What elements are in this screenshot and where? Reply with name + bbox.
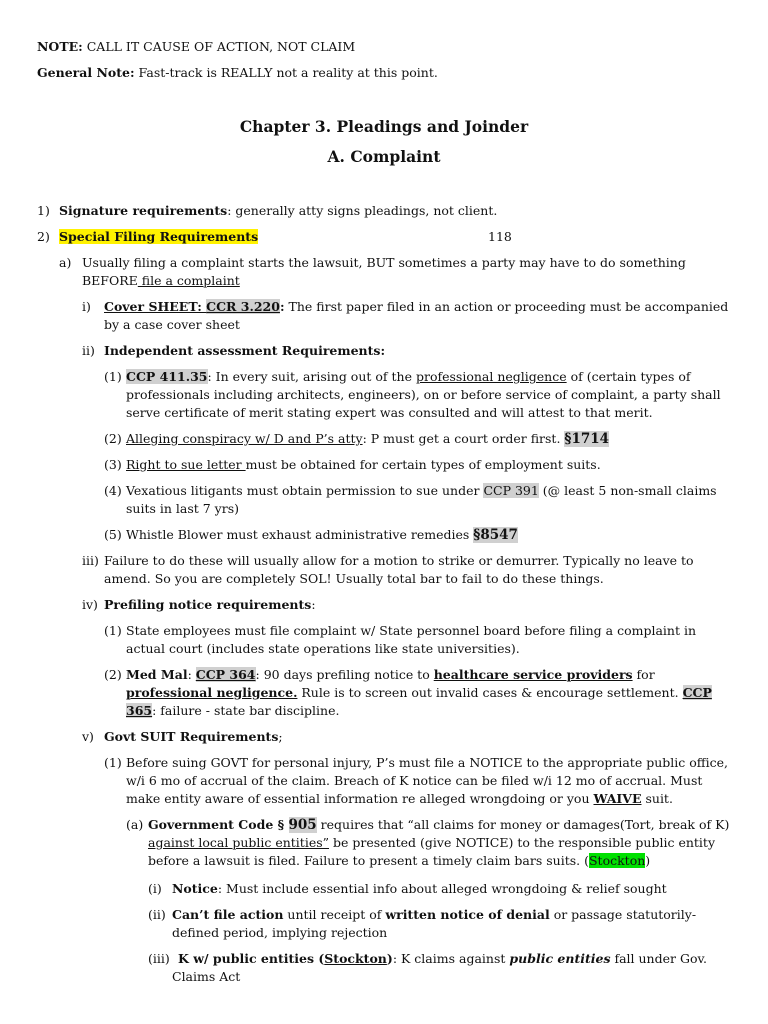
v-1-line3-end: suit. (641, 791, 673, 806)
a-i-line (172, 880, 667, 898)
a-iii-line1 (178, 950, 707, 968)
item-1-number: 1) (37, 203, 50, 218)
prefiling-heading-text: Prefiling notice requirements (104, 597, 312, 612)
item-a-iii-line1: Failure to do these will usually allow for a motion to strike or demurrer. Typically no leave to (104, 553, 694, 568)
k-public-text2: fall under Gov. (610, 951, 708, 966)
item-2-number: 2) (37, 229, 50, 244)
cover-sheet-line2: by a case cover sheet (104, 317, 240, 332)
item-a-line2 (82, 272, 240, 290)
ii-2-text: : P must get a court order first. (362, 431, 565, 446)
item-2 (59, 228, 258, 246)
a-i-number: (i) (148, 881, 162, 896)
gov-code-text2: be presented (give NOTICE) to the responsible public entity (329, 835, 716, 850)
med-mal-negligence: professional negligence. (126, 685, 298, 700)
gov-code-number: 905 (288, 817, 317, 833)
ii-3-number: (3) (104, 457, 122, 472)
ii-2-number: (2) (104, 431, 122, 446)
gov-code-text1: requires that “all claims for money or damages(Tort, break of K) (316, 817, 730, 832)
notice-text: : Must include essential info about alleged wrongdoing & relief sought (217, 881, 667, 896)
iv-2-number: (2) (104, 667, 122, 682)
ii-5-line (126, 526, 518, 544)
a-ii-number: (ii) (148, 907, 166, 922)
k-public-stockton: Stockton (324, 951, 387, 966)
med-mal-text1: : 90 days prefiling notice to (255, 667, 434, 682)
ii-5-text: Whistle Blower must exhaust administrative remedies (126, 527, 474, 542)
v-1-line2: w/i 6 mo of accrual of the claim. Breach of K notice can be filed w/i 12 mo of accrual. Must (126, 773, 703, 788)
med-mal-code: CCP 364 (195, 667, 256, 682)
gov-code-text3-end: ) (645, 853, 651, 868)
iv-1-line1: State employees must file complaint w/ State personnel board before filing a complaint in (126, 623, 696, 638)
gov-code-label: Government Code § (148, 817, 289, 832)
a-iii-line2: Claims Act (172, 969, 241, 984)
iv-2-line3 (126, 702, 339, 720)
v-1-a-line3 (148, 852, 650, 870)
ii-1-underline: professional negligence (415, 369, 567, 384)
item-1-heading: Signature requirements (59, 203, 228, 218)
med-mal-colon: : (187, 667, 196, 682)
k-public-label-end: ) (386, 951, 393, 966)
ii-3-line (126, 456, 601, 474)
cant-file-text2: or passage statutorily- (549, 907, 697, 922)
v-1-a-number: (a) (126, 817, 144, 832)
ii-1-code: CCP 411.35 (126, 369, 208, 384)
prefiling-heading (104, 596, 316, 614)
v-1-a-line2 (148, 834, 715, 852)
note-label: NOTE: (37, 39, 83, 54)
cover-sheet-code: CCR 3.220 (206, 299, 280, 314)
item-a-line1: Usually filing a complaint starts the lawsuit, BUT sometimes a party may have to do something (82, 255, 686, 270)
general-note-label: General Note: (37, 65, 135, 80)
cover-sheet-text: The first paper filed in an action or proceeding must be accompanied (284, 299, 729, 314)
independent-assessment-text: Independent assessment Requirements: (104, 343, 386, 358)
stockton-highlight: Stockton (588, 853, 646, 868)
item-a-i-number: i) (82, 299, 91, 314)
waive-text: WAIVE (593, 791, 642, 806)
ii-1-line2: professionals including architects, engineers), on or before service of complaint, a party shall (126, 387, 721, 402)
med-mal-code2-part1: CCP (682, 685, 712, 700)
ii-5-code: §8547 (473, 527, 518, 543)
note-text: CALL IT CAUSE OF ACTION, NOT CLAIM (82, 39, 356, 54)
cant-file-text1: until receipt of (283, 907, 386, 922)
ii-1-text1: : In every suit, arising out of the (207, 369, 416, 384)
ii-2-line (126, 430, 609, 448)
item-a-number: a) (59, 255, 72, 270)
local-public-entities: against local public entities” (148, 835, 330, 850)
med-mal-text2: for (632, 667, 655, 682)
v-1-a-line1 (148, 816, 729, 834)
a-ii-line2: defined period, implying rejection (172, 925, 388, 940)
govt-suit-heading-semi: ; (278, 729, 283, 744)
item-1 (59, 202, 497, 220)
iv-2-line1 (126, 666, 655, 684)
v-1-line3 (126, 790, 673, 808)
ii-4-line1 (126, 482, 717, 500)
med-mal-code2-part2: 365 (126, 703, 153, 718)
ii-1-number: (1) (104, 369, 122, 384)
ii-2-code: §1714 (564, 431, 610, 447)
independent-assessment-heading (104, 342, 385, 360)
ii-3-text: must be obtained for certain types of employment suits. (245, 457, 601, 472)
a-iii-number: (iii) (148, 951, 170, 966)
ii-4-line2: suits in last 7 yrs) (126, 501, 240, 516)
item-a-v-number: v) (82, 729, 94, 744)
ii-1-line1 (126, 368, 691, 386)
govt-suit-heading (104, 728, 283, 746)
item-a-iii-line2: amend. So you are completely SOL! Usually total bar to fail to do these things. (104, 571, 604, 586)
public-entities-emphasis: public entities (509, 951, 611, 966)
a-ii-line1 (172, 906, 696, 924)
cover-sheet-colon: : (279, 299, 285, 314)
chapter-title: Chapter 3. Pleadings and Joinder (239, 117, 529, 136)
k-public-text1: : K claims against (392, 951, 510, 966)
item-a-ii-number: ii) (82, 343, 95, 358)
general-note-text: Fast-track is REALLY not a reality at this point. (134, 65, 438, 80)
govt-suit-heading-text: Govt SUIT Requirements (104, 729, 279, 744)
ii-4-number: (4) (104, 483, 122, 498)
item-1-text: : generally atty signs pleadings, not client. (227, 203, 498, 218)
ii-1-line3: serve certificate of merit stating expert was consulted and will attest to that merit. (126, 405, 653, 420)
ii-3-underline: Right to sue letter (126, 457, 246, 472)
ii-1-text2: of (certain types of (566, 369, 691, 384)
v-1-line3-text: make entity aware of essential information re alleged wrongdoing or you (126, 791, 594, 806)
k-public-label: K w/ public entities ( (178, 951, 325, 966)
med-mal-providers: healthcare service providers (433, 667, 633, 682)
prefiling-heading-colon: : (311, 597, 316, 612)
v-1-line1: Before suing GOVT for personal injury, P’s must file a NOTICE to the appropriate public office, (126, 755, 728, 770)
ii-4-text2: (@ least 5 non-small claims (538, 483, 717, 498)
ii-4-code: CCP 391 (483, 483, 539, 498)
ii-5-number: (5) (104, 527, 122, 542)
cover-sheet-heading: Cover SHEET: (104, 299, 207, 314)
written-notice-label: written notice of denial (385, 907, 550, 922)
cover-sheet-line1 (104, 298, 728, 316)
item-a-line2-pre: BEFORE (82, 273, 138, 288)
gov-code-text3: before a lawsuit is filed. Failure to present a timely claim bars suits. ( (148, 853, 589, 868)
iv-2-line2 (126, 684, 712, 702)
iv-1-line2: actual court (includes state operations like state universities). (126, 641, 520, 656)
v-1-number: (1) (104, 755, 122, 770)
item-a-line2-underline: file a complaint (137, 273, 240, 288)
ii-2-underline: Alleging conspiracy w/ D and P’s atty (126, 431, 363, 446)
med-mal-text3: Rule is to screen out invalid cases & encourage settlement. (297, 685, 683, 700)
ii-4-text1: Vexatious litigants must obtain permission to sue under (126, 483, 484, 498)
notice-label: Notice (172, 881, 218, 896)
item-a-iv-number: iv) (82, 597, 98, 612)
general-note-line (37, 64, 438, 82)
cant-file-label: Can’t file action (172, 907, 284, 922)
section-title: A. Complaint (327, 147, 441, 166)
note-line (37, 38, 355, 56)
iv-1-number: (1) (104, 623, 122, 638)
med-mal-text4: : failure - state bar discipline. (152, 703, 340, 718)
item-a-iii-number: iii) (82, 553, 99, 568)
item-2-page-ref: 118 (488, 229, 512, 244)
item-2-heading: Special Filing Requirements (59, 229, 259, 244)
med-mal-label: Med Mal (126, 667, 188, 682)
